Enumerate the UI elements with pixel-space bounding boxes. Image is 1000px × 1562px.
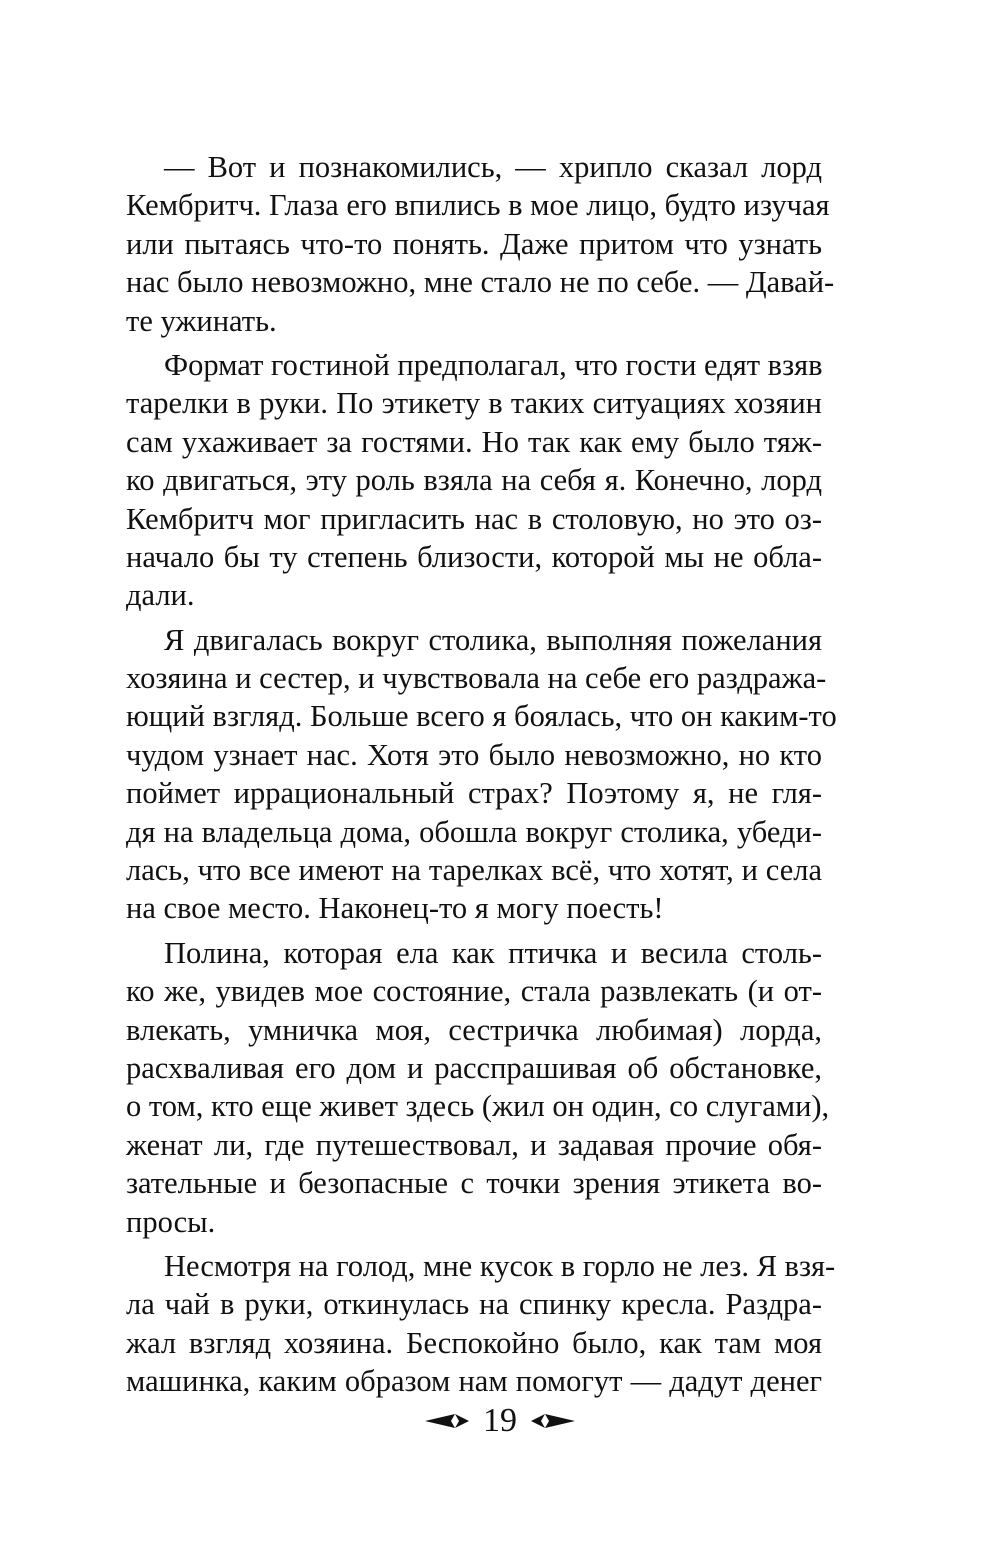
text-line: влекать, умничка моя, сестричка любимая) лорда, bbox=[126, 1012, 822, 1047]
text-line: Формат гостиной предполагал, что гости едят взяв bbox=[164, 347, 823, 382]
text-line: — Вот и познакомились, — хрипло сказал лорд bbox=[164, 150, 822, 184]
text-line: расхваливая его дом и расспрашивая об обстановке, bbox=[126, 1050, 822, 1085]
text-line: начало бы ту степень близости, которой мы не обла- bbox=[126, 539, 822, 574]
text-line: тарелки в руки. По этикету в таких ситуациях хозяин bbox=[126, 386, 822, 421]
text-line: Несмотря на голод, мне кусок в горло не лез. Я взя- bbox=[164, 1248, 836, 1283]
page-number: 19 bbox=[483, 1402, 517, 1439]
paragraph bbox=[126, 934, 830, 1241]
text-line: ко двигаться, эту роль взяла на себя я. Конечно, лорд bbox=[126, 463, 822, 498]
text-line: зательные и безопасные с точки зрения этикета во- bbox=[126, 1166, 822, 1201]
text-line: Полина, которая ела как птичка и весила столь- bbox=[164, 935, 822, 970]
paragraph bbox=[126, 148, 835, 340]
text-line: Я двигалась вокруг столика, выполняя пожелания bbox=[164, 622, 822, 657]
page-footer bbox=[0, 1399, 1000, 1443]
text-line: ла чай в руки, откинулась на спинку кресла. Раздра- bbox=[126, 1287, 822, 1322]
text-line: те ужинать. bbox=[126, 303, 277, 338]
text-line: жал взгляд хозяина. Беспокойно было, как там моя bbox=[126, 1325, 822, 1360]
arrow-ornament-left-icon bbox=[425, 1411, 469, 1431]
paragraph bbox=[126, 621, 837, 928]
text-line: дя на владельца дома, обошла вокруг столика, убеди- bbox=[126, 814, 822, 849]
text-line: Кембритч. Глаза его впились в мое лицо, будто изучая bbox=[126, 188, 830, 223]
text-line: сам ухаживает за гостями. Но так как ему было тяж- bbox=[126, 424, 822, 459]
text-line: о том, кто еще живет здесь (жил он один, со слугами), bbox=[126, 1089, 830, 1124]
arrow-ornament-right-icon bbox=[531, 1411, 575, 1431]
text-line: на свое место. Наконец-то я могу поесть! bbox=[126, 891, 664, 926]
text-line: дали. bbox=[126, 578, 195, 613]
body-text bbox=[126, 148, 837, 1401]
text-line: или пытаясь что-то понять. Даже притом что узнать bbox=[126, 226, 822, 261]
paragraph bbox=[126, 1247, 836, 1401]
text-line: хозяина и сестер, и чувствовала на себе его раздража- bbox=[126, 661, 827, 696]
text-line: ко же, увидев мое состояние, стала развлекать (и от- bbox=[126, 974, 822, 1009]
text-line: нас было невозможно, мне стало не по себе. — Давай- bbox=[126, 265, 835, 300]
text-line: лась, что все имеют на тарелках всё, что хотят, и села bbox=[126, 853, 822, 888]
text-line: поймет иррациональный страх? Поэтому я, не гля- bbox=[126, 776, 822, 811]
text-line: Кембритч мог пригласить нас в столовую, но это оз- bbox=[126, 501, 822, 536]
text-line: чудом узнает нас. Хотя это было невозможно, но кто bbox=[126, 737, 822, 772]
text-line: машинка, каким образом нам помогут — дадут денег bbox=[126, 1364, 822, 1399]
text-line: ющий взгляд. Больше всего я боялась, что он каким-то bbox=[126, 699, 837, 734]
text-line: просы. bbox=[126, 1204, 216, 1239]
text-line: женат ли, где путешествовал, и задавая прочие обя- bbox=[126, 1127, 822, 1162]
paragraph bbox=[126, 346, 822, 615]
